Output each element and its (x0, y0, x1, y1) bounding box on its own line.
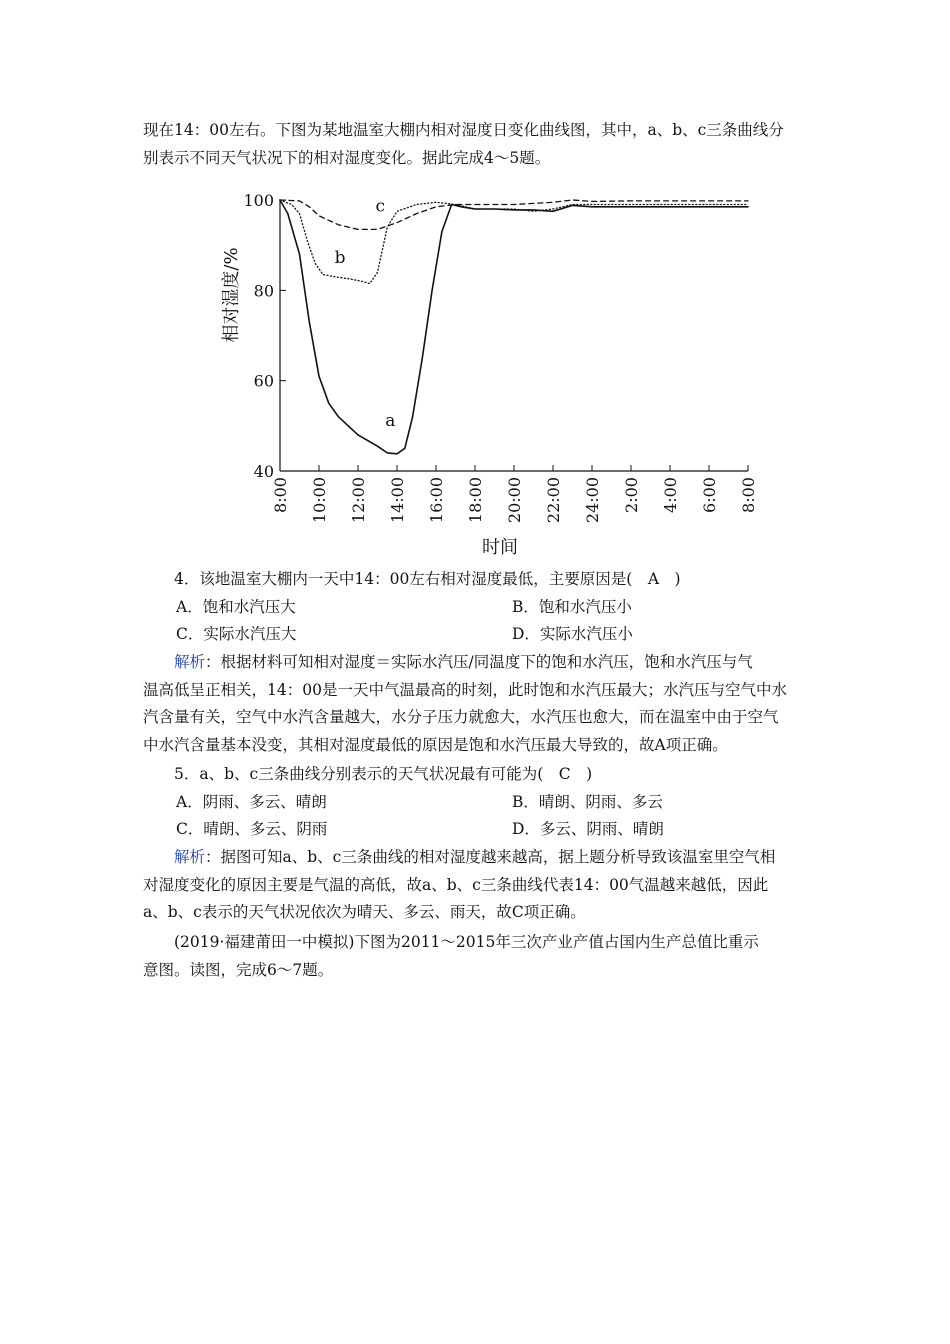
intro-line-1: 现在14：00左右。下图为某地温室大棚内相对湿度日变化曲线图，其中，a、b、c三条曲线分 (143, 121, 784, 139)
x-tick-label: 16:00 (427, 477, 446, 524)
series-b-line (280, 200, 748, 284)
next-question-intro (143, 929, 811, 984)
humidity-line-chart (200, 180, 780, 565)
next-line-1: (2019·福建莆田一中模拟)下图为2011～2015年三次产业产值占国内生产总值比重示 (174, 933, 759, 951)
series-a-line (280, 200, 748, 454)
intro-paragraph (143, 117, 811, 172)
q5-analysis-line-2: 对湿度变化的原因主要是气温的高低，故a、b、c三条曲线代表14：00气温越来越低，因此 (143, 875, 769, 894)
q4-option-b: B．饱和水汽压小 (512, 598, 632, 616)
x-tick-label: 8:00 (271, 477, 290, 513)
y-axis-label: 相对湿度/% (221, 247, 242, 343)
x-tick-label: 2:00 (622, 477, 641, 513)
y-tick-label: 80 (253, 281, 274, 301)
q4-analysis-line-1: ：根据材料可知相对湿度＝实际水汽压/同温度下的饱和水汽压，饱和水汽压与气 (205, 653, 753, 671)
curve-label-b: b (334, 248, 346, 269)
q4-analysis-line-3: 汽含量有关，空气中水汽含量越大，水分子压力就愈大，水汽压也愈大，而在温室中由于空气 (143, 708, 779, 726)
chart-axes (280, 200, 748, 471)
q5-stem: 5．a、b、c三条曲线分别表示的天气状况最有可能为( C ) (174, 765, 593, 783)
q5-option-a: A．阴雨、多云、晴朗 (176, 793, 327, 811)
q5-analysis-line-3: a、b、c表示的天气状况依次为晴天、多云、雨天，故C项正确。 (143, 903, 586, 921)
y-tick-label: 40 (253, 462, 274, 481)
q4-option-d: D．实际水汽压小 (512, 625, 633, 643)
x-tick-label: 22:00 (544, 477, 563, 524)
x-axis-label: 时间 (482, 537, 518, 558)
curve-label-c: c (375, 196, 386, 217)
x-tick-label: 12:00 (349, 477, 368, 524)
y-tick-label: 100 (243, 191, 274, 210)
curve-label-a: a (385, 410, 396, 431)
y-tick-label: 60 (253, 371, 274, 391)
next-line-2: 意图。读图，完成6～7题。 (143, 960, 334, 979)
x-tick-label: 24:00 (583, 477, 602, 524)
q5-analysis-line-1: ：据图可知a、b、c三条曲线的相对湿度越来越高，据上题分析导致该温室里空气相 (205, 848, 776, 866)
q5-analysis (143, 844, 811, 927)
x-tick-label: 18:00 (466, 477, 485, 524)
x-ticks (271, 465, 758, 523)
q5-option-c: C．晴朗、多云、阴雨 (176, 820, 328, 838)
series-group (280, 200, 748, 454)
x-tick-label: 14:00 (388, 477, 407, 524)
q4-analysis-label: 解析 (174, 653, 206, 671)
q4-option-a: A．饱和水汽压大 (176, 598, 296, 616)
intro-line-2: 别表示不同天气状况下的相对湿度变化。据此完成4～5题。 (143, 148, 551, 167)
q4-stem: 4．该地温室大棚内一天中14：00左右相对湿度最低，主要原因是( A ) (174, 570, 681, 588)
x-tick-label: 10:00 (310, 477, 329, 524)
x-tick-label: 4:00 (661, 477, 680, 513)
q5-analysis-label: 解析 (174, 848, 206, 866)
q4-analysis-line-2: 温高低呈正相关，14：00是一天中气温最高的时刻，此时饱和水汽压最大；水汽压与空气中水 (143, 680, 787, 699)
q5-option-b: B．晴朗、阴雨、多云 (512, 793, 663, 811)
q5-option-d: D．多云、阴雨、晴朗 (512, 820, 664, 838)
x-tick-label: 20:00 (505, 477, 524, 524)
x-tick-label: 8:00 (739, 477, 758, 513)
x-tick-label: 6:00 (700, 477, 719, 513)
q4-option-c: C．实际水汽压大 (176, 625, 297, 643)
q4-analysis (143, 649, 811, 759)
q4-analysis-line-4: 中水汽含量基本没变，其相对湿度最低的原因是饱和水汽压最大导致的，故A项正确。 (143, 735, 728, 754)
